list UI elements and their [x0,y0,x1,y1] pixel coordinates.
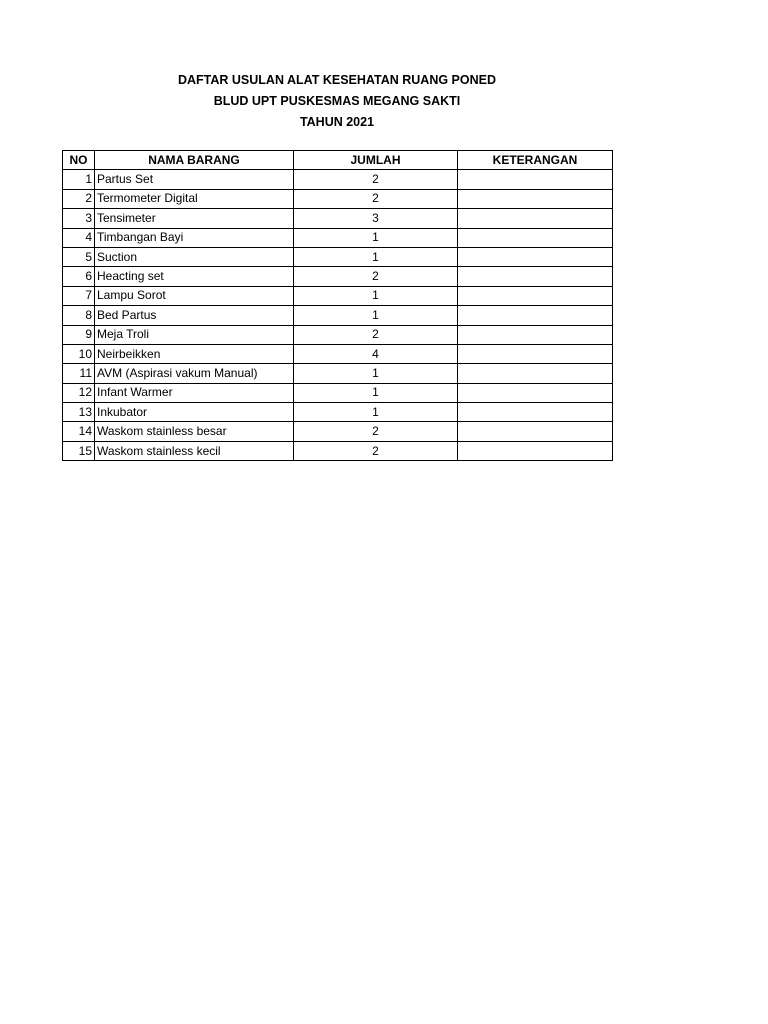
item-quantity: 2 [294,441,458,460]
item-quantity: 1 [294,286,458,305]
item-name: Waskom stainless kecil [95,441,294,460]
table-row [63,189,613,208]
column-header-qty: JUMLAH [294,151,458,170]
item-quantity: 1 [294,383,458,402]
item-quantity: 3 [294,209,458,228]
table-row [63,325,613,344]
row-number: 8 [63,306,95,325]
item-note [458,325,613,344]
item-note [458,247,613,266]
table-row [63,286,613,305]
row-number: 2 [63,189,95,208]
row-number: 12 [63,383,95,402]
item-note [458,228,613,247]
table-row [63,441,613,460]
item-quantity: 1 [294,403,458,422]
document-title [0,70,674,133]
item-name: Inkubator [95,403,294,422]
table-row [63,422,613,441]
table-row [63,209,613,228]
table-row [63,383,613,402]
item-quantity: 2 [294,170,458,189]
table-row [63,344,613,363]
table-row [63,247,613,266]
table-row [63,228,613,247]
table-row [63,403,613,422]
row-number: 4 [63,228,95,247]
item-note [458,383,613,402]
row-number: 7 [63,286,95,305]
row-number: 3 [63,209,95,228]
item-note [458,189,613,208]
item-name: Suction [95,247,294,266]
item-quantity: 1 [294,247,458,266]
column-header-name: NAMA BARANG [95,151,294,170]
title-line-3: TAHUN 2021 [299,115,375,129]
item-quantity: 1 [294,364,458,383]
item-name: Infant Warmer [95,383,294,402]
row-number: 11 [63,364,95,383]
column-header-no: NO [63,151,95,170]
column-header-note: KETERANGAN [458,151,613,170]
title-line-1: DAFTAR USULAN ALAT KESEHATAN RUANG PONED [177,73,497,87]
item-quantity: 2 [294,422,458,441]
row-number: 13 [63,403,95,422]
table-body [63,170,613,461]
row-number: 6 [63,267,95,286]
row-number: 15 [63,441,95,460]
item-note [458,306,613,325]
item-name: Timbangan Bayi [95,228,294,247]
item-name: Termometer Digital [95,189,294,208]
item-name: AVM (Aspirasi vakum Manual) [95,364,294,383]
equipment-table [62,150,613,461]
row-number: 5 [63,247,95,266]
item-note [458,344,613,363]
item-name: Lampu Sorot [95,286,294,305]
item-note [458,403,613,422]
table-row [63,267,613,286]
item-note [458,441,613,460]
table-row [63,306,613,325]
item-quantity: 2 [294,189,458,208]
item-quantity: 1 [294,306,458,325]
table-header-row [63,151,613,170]
item-quantity: 1 [294,228,458,247]
item-quantity: 2 [294,267,458,286]
item-quantity: 4 [294,344,458,363]
item-note [458,267,613,286]
row-number: 9 [63,325,95,344]
item-name: Heacting set [95,267,294,286]
item-note [458,170,613,189]
item-name: Neirbeikken [95,344,294,363]
item-note [458,364,613,383]
row-number: 10 [63,344,95,363]
item-name: Partus Set [95,170,294,189]
item-name: Tensimeter [95,209,294,228]
item-quantity: 2 [294,325,458,344]
item-name: Waskom stainless besar [95,422,294,441]
row-number: 1 [63,170,95,189]
item-note [458,209,613,228]
row-number: 14 [63,422,95,441]
item-name: Bed Partus [95,306,294,325]
table-row [63,364,613,383]
item-note [458,422,613,441]
table-row [63,170,613,189]
item-note [458,286,613,305]
item-name: Meja Troli [95,325,294,344]
title-line-2: BLUD UPT PUSKESMAS MEGANG SAKTI [213,94,461,108]
